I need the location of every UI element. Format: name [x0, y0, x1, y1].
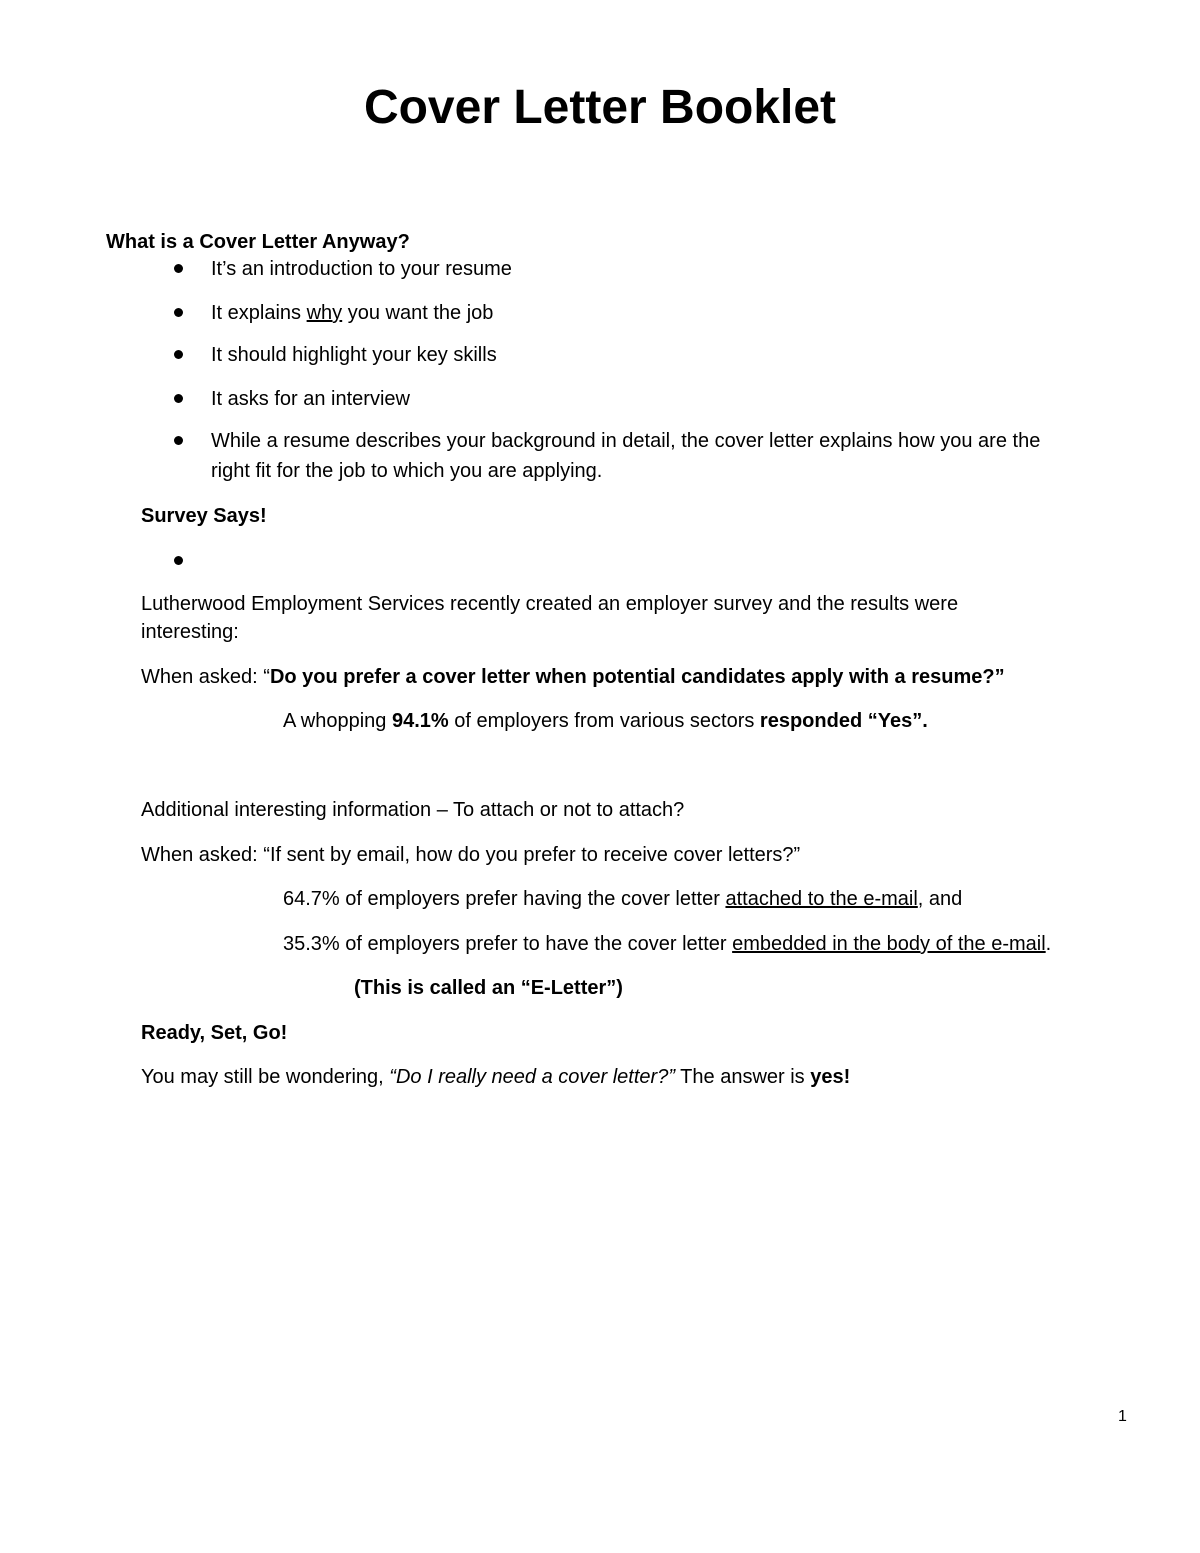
bullet-icon	[174, 394, 183, 403]
section-heading-attach: Additional interesting information – To attach or not to attach?	[141, 799, 685, 821]
bullet-icon	[174, 436, 183, 445]
list-item: It should highlight your key skills	[211, 344, 497, 366]
list-item: It asks for an interview	[211, 388, 410, 410]
bullet-icon	[174, 556, 183, 565]
list-item: It’s an introduction to your resume	[211, 258, 512, 280]
bullet-icon	[174, 308, 183, 317]
bullet-icon	[174, 350, 183, 359]
survey-answer-1: A whopping 94.1% of employers from various sectors responded “Yes”.	[283, 710, 928, 732]
document-title: Cover Letter Booklet	[363, 81, 837, 134]
list-item: While a resume describes your background in detail, the cover letter explains how you are the	[211, 430, 1041, 452]
e-letter-note: (This is called an “E-Letter”)	[354, 977, 623, 999]
emphasis-why: why	[306, 302, 343, 324]
section-heading-survey: Survey Says!	[141, 505, 267, 527]
section-heading-ready: Ready, Set, Go!	[141, 1022, 288, 1044]
bullet-icon	[174, 264, 183, 273]
page-number: 1	[1118, 1408, 1127, 1425]
list-item: It explains why you want the job	[211, 302, 494, 324]
closing-paragraph: You may still be wondering, “Do I really need a cover letter?” The answer is yes!	[141, 1066, 851, 1088]
survey-question-2: When asked: “If sent by email, how do you prefer to receive cover letters?”	[141, 844, 801, 866]
survey-intro-continuation: interesting:	[141, 621, 239, 643]
survey-result-embedded: 35.3% of employers prefer to have the cover letter embedded in the body of the e-mail.	[283, 933, 1052, 955]
stat-94: 94.1%	[391, 710, 449, 732]
survey-intro: Lutherwood Employment Services recently created an employer survey and the results were	[141, 593, 959, 615]
list-item-continuation: right fit for the job to which you are applying.	[211, 460, 603, 482]
section-heading-what-is: What is a Cover Letter Anyway?	[106, 231, 410, 253]
survey-result-attached: 64.7% of employers prefer having the cover letter attached to the e-mail, and	[283, 888, 963, 910]
survey-question-1: When asked: “Do you prefer a cover letter when potential candidates apply with a resume?”	[141, 666, 1005, 688]
